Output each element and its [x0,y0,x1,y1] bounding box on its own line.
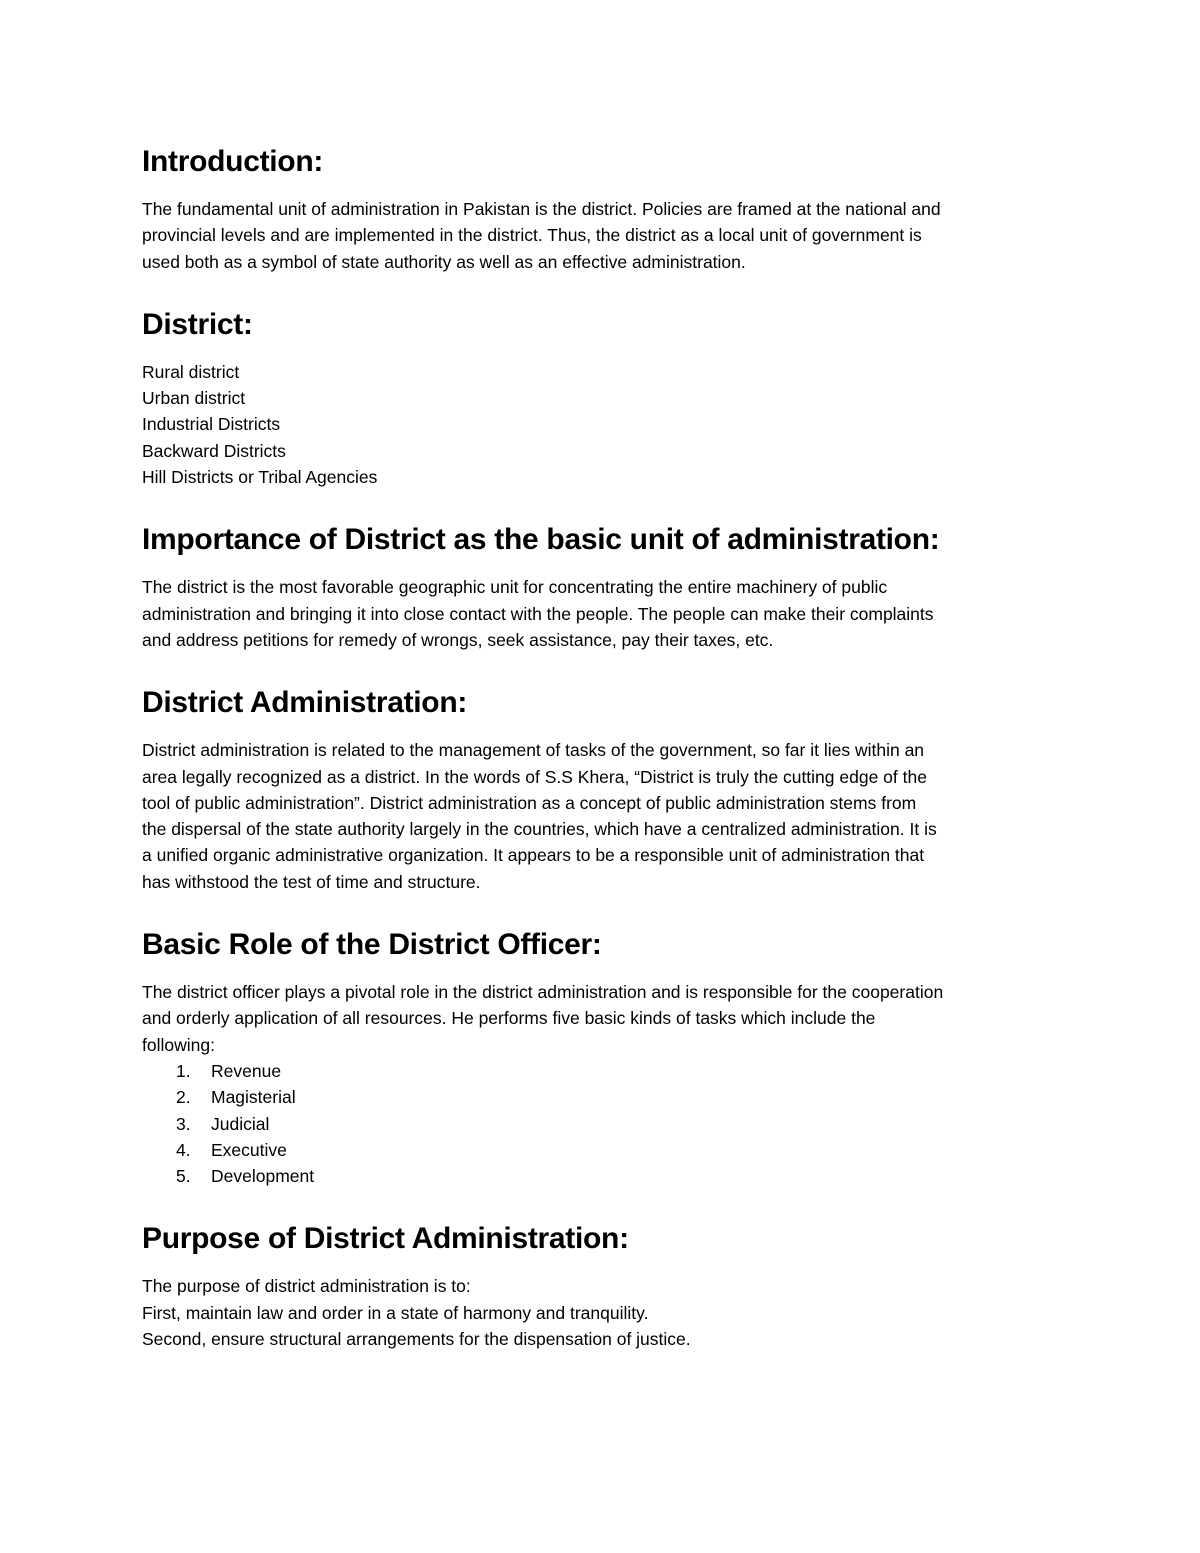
heading-purpose: Purpose of District Administration: [142,1222,629,1256]
task-label: Executive [211,1139,287,1160]
task-label: Magisterial [211,1087,296,1108]
task-number: 2. [176,1087,191,1108]
paragraph-line: has withstood the test of time and structure. [142,871,481,892]
task-label: Development [211,1166,315,1187]
introduction-paragraph [142,196,1072,275]
paragraph-line: tool of public administration”. District administration as a concept of public administration stems from [142,792,917,813]
document-page [142,140,1072,1352]
basic-role-paragraph [142,979,1072,1058]
section-introduction [142,140,1072,275]
heading-importance: Importance of District as the basic unit of administration: [142,523,940,557]
task-number: 4. [176,1139,191,1160]
paragraph-line: First, maintain law and order in a state of harmony and tranquility. [142,1302,649,1323]
task-item [142,1163,1072,1189]
section-importance [142,518,1072,653]
section-basic-role [142,923,1072,1189]
task-label: Judicial [211,1113,270,1134]
paragraph-line: provincial levels and are implemented in the district. Thus, the district as a local unit of government is [142,225,922,246]
paragraph-line: and address petitions for remedy of wrongs, seek assistance, pay their taxes, etc. [142,629,774,650]
task-number: 1. [176,1060,191,1081]
heading-introduction: Introduction: [142,145,324,178]
heading-district: District: [142,307,253,341]
district-types-list [142,359,1072,490]
paragraph-line: The district officer plays a pivotal role in the district administration and is responsible for the cooperation [142,982,944,1003]
section-purpose [142,1217,1072,1352]
task-item [142,1137,1072,1163]
heading-basic-role: Basic Role of the District Officer: [142,928,602,962]
list-item: Industrial Districts [142,414,281,435]
task-number: 5. [176,1166,191,1187]
paragraph-line: a unified organic administrative organization. It appears to be a responsible unit of administration that [142,845,925,866]
paragraph-line: The fundamental unit of administration in Pakistan is the district. Policies are framed at the national and [142,199,941,219]
paragraph-line: and orderly application of all resources. He performs five basic kinds of tasks which include the [142,1008,876,1029]
paragraph-line: administration and bringing it into close contact with the people. The people can make their complaints [142,603,934,624]
paragraph-line: area legally recognized as a district. In the words of S.S Khera, “District is truly the cutting edge of the [142,766,927,787]
heading-district-administration: District Administration: [142,686,468,720]
task-item [142,1084,1072,1110]
task-label: Revenue [211,1060,282,1081]
paragraph-line: the dispersal of the state authority largely in the countries, which have a centralized administration. It is [142,819,937,840]
tasks-list [142,1058,1072,1189]
section-district-administration [142,681,1072,895]
task-item [142,1111,1072,1137]
section-district [142,303,1072,490]
paragraph-line: Second, ensure structural arrangements for the dispensation of justice. [142,1329,691,1350]
paragraph-line: District administration is related to the management of tasks of the government, so far it lies within an [142,740,925,761]
list-item: Backward Districts [142,440,286,461]
task-number: 3. [176,1113,191,1134]
paragraph-line: The purpose of district administration is to: [142,1276,471,1297]
district-administration-paragraph [142,737,1072,895]
paragraph-line: used both as a symbol of state authority as well as an effective administration. [142,251,746,272]
list-item: Rural district [142,361,240,382]
purpose-paragraph [142,1273,1072,1352]
paragraph-line: The district is the most favorable geographic unit for concentrating the entire machinery of public [142,577,888,598]
task-item [142,1058,1072,1084]
list-item: Urban district [142,388,246,409]
importance-paragraph [142,574,1072,653]
paragraph-line: following: [142,1034,215,1055]
list-item: Hill Districts or Tribal Agencies [142,467,378,488]
